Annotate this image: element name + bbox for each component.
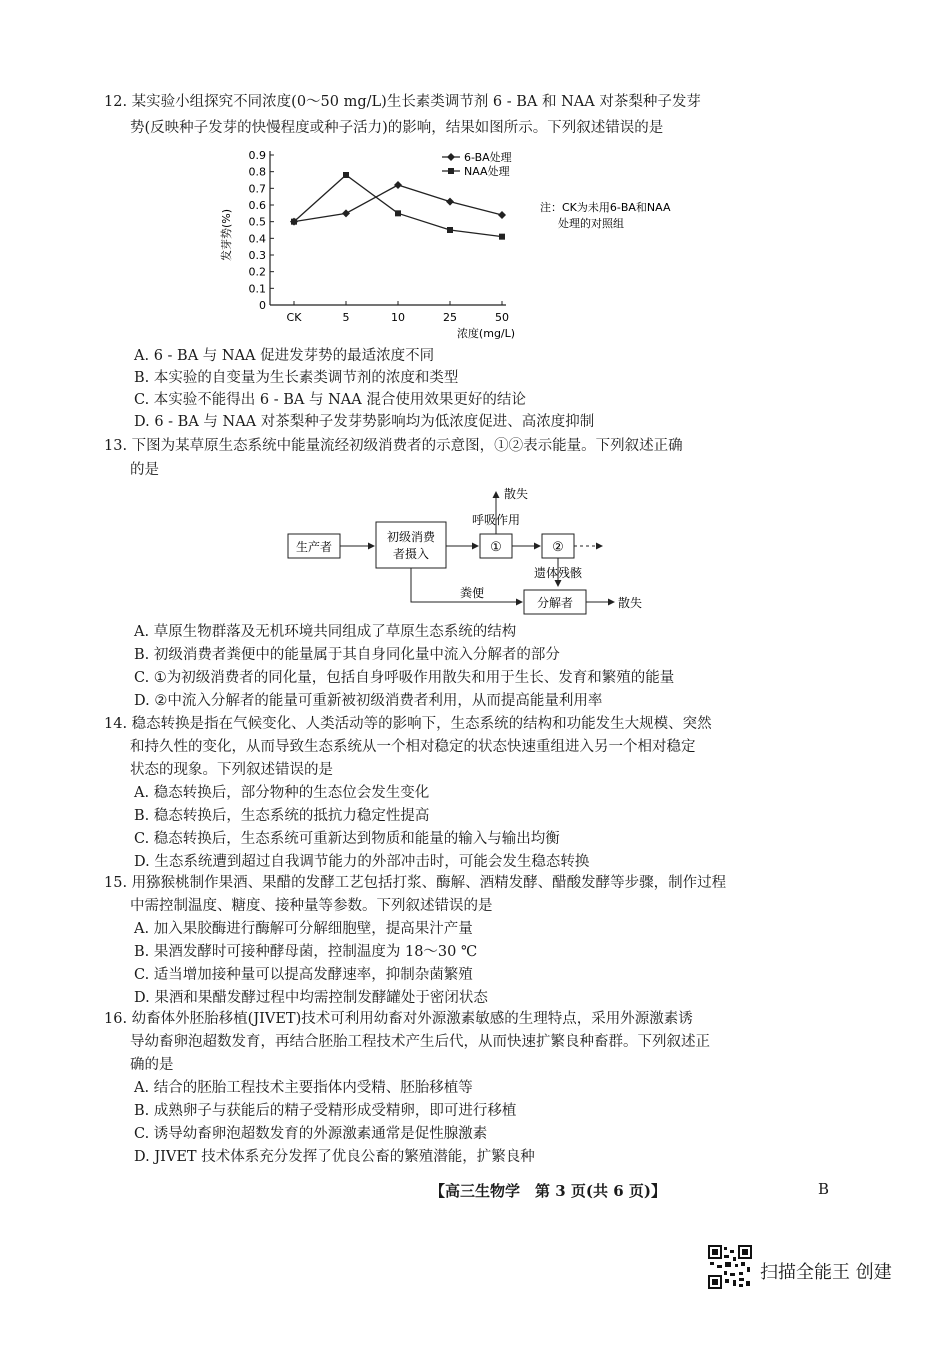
- data-point-naa: [447, 227, 453, 233]
- q13-stem-line2: 的是: [130, 462, 159, 478]
- legend-naa: NAA处理: [464, 165, 510, 178]
- q14-option-c: C. 稳态转换后，生态系统可重新达到物质和能量的输入与输出均衡: [134, 831, 560, 847]
- energy-flow-diagram: [284, 482, 684, 622]
- q12-option-b: B. 本实验的自变量为生长素类调节剂的浓度和类型: [134, 370, 459, 386]
- feces-label: 粪便: [459, 586, 485, 600]
- data-point-6ba: [342, 209, 350, 217]
- energy-box-2-label: ②: [552, 540, 564, 555]
- chart-note-line2: 处理的对照组: [558, 217, 624, 230]
- footer-page-info: 【高三生物学 第 3 页(共 6 页)】: [430, 1182, 666, 1200]
- data-point-naa: [343, 172, 349, 178]
- q12-option-d: D. 6 - BA 与 NAA 对茶梨种子发芽势影响均为低浓度促进、高浓度抑制: [134, 414, 595, 430]
- q15-option-b: B. 果酒发酵时可接种酵母菌，控制温度为 18～30 ℃: [134, 944, 478, 960]
- producer-label: 生产者: [295, 540, 333, 554]
- q14-option-d: D. 生态系统遭到超过自我调节能力的外部冲击时，可能会发生稳态转换: [134, 854, 590, 870]
- consumer-label-1: 初级消费: [386, 530, 436, 544]
- data-point-naa: [395, 210, 401, 216]
- legend-diamond-icon: [447, 153, 455, 161]
- remains-label: 遗体残骸: [533, 566, 583, 580]
- y-tick-label: 0.4: [248, 232, 266, 246]
- chart-xlabel: 浓度(mg/L): [456, 327, 516, 340]
- data-point-naa: [291, 219, 297, 225]
- q16-option-d: D. JIVET 技术体系充分发挥了优良公畜的繁殖潜能，扩繁良种: [134, 1149, 535, 1165]
- loss-right-label: 散失: [618, 596, 643, 610]
- q15-stem-line2: 中需控制温度、糖度、接种量等参数。下列叙述错误的是: [130, 898, 493, 914]
- x-tick-label: 25: [443, 311, 457, 324]
- q15-option-d: D. 果酒和果醋发酵过程中均需控制发酵罐处于密闭状态: [134, 990, 488, 1006]
- y-tick-label: 0.7: [248, 182, 266, 196]
- q12-stem-line1: 12. 某实验小组探究不同浓度(0～50 mg/L)生长素类调节剂 6 - BA 和 NAA 对茶梨种子发芽: [104, 94, 701, 110]
- x-tick-label: CK: [286, 311, 302, 324]
- q13-stem-line1: 13. 下图为某草原生态系统中能量流经初级消费者的示意图，①②表示能量。下列叙述正确: [104, 438, 683, 454]
- q16-option-c: C. 诱导幼畜卵泡超数发育的外源激素通常是促性腺激素: [134, 1126, 488, 1142]
- data-point-6ba: [446, 198, 454, 206]
- q13-option-c: C. ①为初级消费者的同化量，包括自身呼吸作用散失和用于生长、发育和繁殖的能量: [134, 670, 675, 686]
- q16-option-a: A. 结合的胚胎工程技术主要指体内受精、胚胎移植等: [134, 1080, 473, 1096]
- energy-box-1-label: ①: [490, 540, 502, 555]
- q16-option-b: B. 成熟卵子与获能后的精子受精形成受精卵，即可进行移植: [134, 1103, 517, 1119]
- q14-stem-line1: 14. 稳态转换是指在气候变化、人类活动等的影响下，生态系统的结构和功能发生大规模、突然: [104, 716, 712, 732]
- q14-stem-line2: 和持久性的变化，从而导致生态系统从一个相对稳定的状态快速重组进入另一个相对稳定: [130, 739, 696, 755]
- x-tick-label: 10: [391, 311, 405, 324]
- y-tick-label: 0: [259, 299, 266, 312]
- q16-stem-line1: 16. 幼畜体外胚胎移植(JIVET)技术可利用幼畜对外源激素敏感的生理特点，采用外源激素诱: [104, 1011, 693, 1027]
- y-tick-label: 0.8: [248, 165, 266, 179]
- q14-stem-line3: 状态的现象。下列叙述错误的是: [130, 762, 333, 778]
- legend-square-icon: [448, 168, 454, 174]
- chart-note-line1: 注：CK为未用6-BA和NAA: [540, 201, 671, 214]
- y-tick-label: 0.2: [248, 265, 266, 279]
- q14-option-b: B. 稳态转换后，生态系统的抵抗力稳定性提高: [134, 808, 430, 824]
- x-tick-label: 50: [495, 311, 509, 324]
- respiration-label: 呼吸作用: [471, 513, 521, 527]
- q16-stem-line2: 导幼畜卵泡超数发育，再结合胚胎工程技术产生后代，从而快速扩繁良种畜群。下列叙述正: [130, 1034, 710, 1050]
- q14-option-a: A. 稳态转换后，部分物种的生态位会发生变化: [134, 785, 430, 801]
- scanner-watermark: 扫描全能王 创建: [760, 1262, 892, 1283]
- q12-option-c: C. 本实验不能得出 6 - BA 与 NAA 混合使用效果更好的结论: [134, 392, 526, 408]
- germination-chart: [214, 145, 774, 345]
- q15-option-c: C. 适当增加接种量可以提高发酵速率，抑制杂菌繁殖: [134, 967, 473, 983]
- q13-option-a: A. 草原生物群落及无机环境共同组成了草原生态系统的结构: [134, 624, 517, 640]
- q13-option-b: B. 初级消费者粪便中的能量属于其自身同化量中流入分解者的部分: [134, 647, 560, 663]
- q12-option-a: A. 6 - BA 与 NAA 促进发芽势的最适浓度不同: [134, 348, 435, 364]
- y-tick-label: 0.3: [248, 249, 266, 262]
- data-point-naa: [499, 234, 505, 240]
- consumer-box: [376, 522, 446, 568]
- q15-stem-line1: 15. 用猕猴桃制作果酒、果醋的发酵工艺包括打浆、酶解、酒精发酵、醋酸发酵等步骤，制作过程: [104, 875, 727, 891]
- y-tick-label: 0.9: [248, 149, 266, 162]
- y-tick-label: 0.6: [248, 199, 266, 212]
- footer-version: B: [818, 1180, 830, 1198]
- loss-top-label: 散失: [504, 487, 529, 501]
- y-tick-label: 0.5: [248, 215, 266, 229]
- y-tick-label: 0.1: [248, 282, 266, 296]
- consumer-label-2: 者摄入: [392, 547, 430, 561]
- q12-stem-line2: 势(反映种子发芽的快慢程度或种子活力)的影响，结果如图所示。下列叙述错误的是: [130, 120, 664, 136]
- decomposer-label: 分解者: [536, 596, 574, 610]
- chart-legend: [442, 150, 512, 178]
- x-tick-label: 5: [342, 311, 350, 324]
- qr-code-icon: [708, 1245, 752, 1289]
- data-point-6ba: [498, 211, 506, 219]
- q15-option-a: A. 加入果胶酶进行酶解可分解细胞壁，提高果汁产量: [134, 921, 473, 937]
- q13-option-d: D. ②中流入分解者的能量可重新被初级消费者利用，从而提高能量利用率: [134, 693, 603, 709]
- chart-ylabel: 发芽势(%): [220, 208, 233, 262]
- data-point-6ba: [394, 181, 402, 189]
- legend-6ba: 6-BA处理: [464, 151, 512, 164]
- q16-stem-line3: 确的是: [130, 1057, 174, 1073]
